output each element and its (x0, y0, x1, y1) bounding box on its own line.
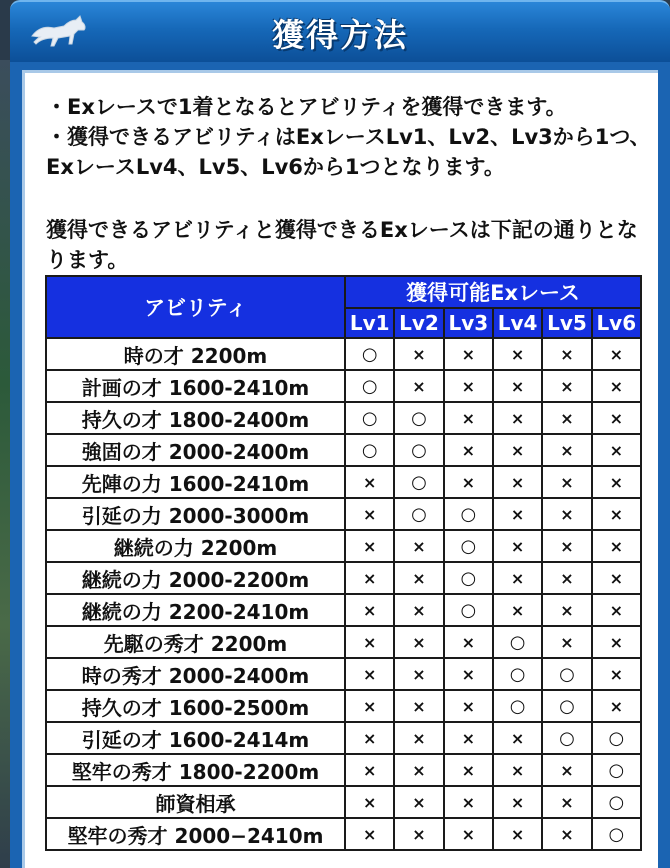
unavailable-mark: × (346, 787, 393, 817)
available-mark: ○ (543, 659, 590, 689)
unavailable-mark: × (494, 531, 541, 561)
available-mark: ○ (445, 499, 492, 529)
ability-name: 時の秀才 2000-2400m (47, 659, 344, 689)
unavailable-mark: × (494, 787, 541, 817)
available-mark: ○ (445, 595, 492, 625)
unavailable-mark: × (543, 819, 590, 849)
unavailable-mark: × (543, 499, 590, 529)
unavailable-mark: × (445, 467, 492, 497)
unavailable-mark: × (346, 595, 393, 625)
unavailable-mark: × (445, 723, 492, 753)
unavailable-mark: × (543, 531, 590, 561)
ability-name: 引延の才 1600-2414m (47, 723, 344, 753)
unavailable-mark: × (445, 403, 492, 433)
unavailable-mark: × (494, 723, 541, 753)
unavailable-mark: × (543, 403, 590, 433)
unavailable-mark: × (395, 563, 442, 593)
unavailable-mark: × (593, 435, 640, 465)
unavailable-mark: × (445, 819, 492, 849)
ability-name: 継続の力 2200-2410m (47, 595, 344, 625)
unavailable-mark: × (543, 787, 590, 817)
ability-name: 引延の力 2000-3000m (47, 499, 344, 529)
ability-name: 堅牢の秀才 2000−2410m (47, 819, 344, 849)
level-header: Lv1 (346, 309, 393, 337)
unavailable-mark: × (395, 627, 442, 657)
unavailable-mark: × (543, 755, 590, 785)
unavailable-mark: × (395, 787, 442, 817)
unavailable-mark: × (395, 371, 442, 401)
unavailable-mark: × (494, 755, 541, 785)
unavailable-mark: × (543, 627, 590, 657)
unavailable-mark: × (395, 659, 442, 689)
unavailable-mark: × (445, 435, 492, 465)
ability-name: 先陣の力 1600-2410m (47, 467, 344, 497)
table-row (47, 403, 640, 433)
available-mark: ○ (395, 499, 442, 529)
available-mark: ○ (543, 691, 590, 721)
unavailable-mark: × (445, 339, 492, 369)
unavailable-mark: × (395, 531, 442, 561)
unavailable-mark: × (494, 563, 541, 593)
unavailable-mark: × (346, 819, 393, 849)
unavailable-mark: × (346, 723, 393, 753)
unavailable-mark: × (395, 755, 442, 785)
table-row (47, 531, 640, 561)
ability-name: 継続の力 2200m (47, 531, 344, 561)
ability-name: 時の才 2200m (47, 339, 344, 369)
ability-name: 強固の才 2000-2400m (47, 435, 344, 465)
ability-name: 持久の才 1600-2500m (47, 691, 344, 721)
unavailable-mark: × (395, 595, 442, 625)
unavailable-mark: × (593, 339, 640, 369)
table-row (47, 467, 640, 497)
unavailable-mark: × (395, 339, 442, 369)
available-mark: ○ (445, 563, 492, 593)
table-row (47, 819, 640, 849)
available-mark: ○ (593, 755, 640, 785)
unavailable-mark: × (445, 691, 492, 721)
unavailable-mark: × (494, 499, 541, 529)
table-row (47, 371, 640, 401)
unavailable-mark: × (494, 467, 541, 497)
ability-name: 先駆の秀才 2200m (47, 627, 344, 657)
available-mark: ○ (395, 403, 442, 433)
unavailable-mark: × (445, 755, 492, 785)
unavailable-mark: × (494, 595, 541, 625)
unavailable-mark: × (593, 563, 640, 593)
description-line: ・獲得できるアビリティはExレースLv1、Lv2、Lv3から1つ、ExレースLv4、Lv5、Lv6から1つとなります。 (46, 125, 651, 179)
level-header: Lv4 (494, 309, 541, 337)
available-mark: ○ (593, 819, 640, 849)
unavailable-mark: × (593, 499, 640, 529)
unavailable-mark: × (395, 691, 442, 721)
level-header: Lv6 (593, 309, 640, 337)
description (46, 92, 656, 182)
unavailable-mark: × (445, 371, 492, 401)
table-row (47, 435, 640, 465)
unavailable-mark: × (593, 467, 640, 497)
unavailable-mark: × (593, 691, 640, 721)
table-row (47, 339, 640, 369)
dialog-header (10, 0, 670, 62)
ability-name: 持久の才 1800-2400m (47, 403, 344, 433)
unavailable-mark: × (346, 467, 393, 497)
unavailable-mark: × (543, 595, 590, 625)
column-header-ability: アビリティ (47, 277, 344, 337)
unavailable-mark: × (346, 563, 393, 593)
unavailable-mark: × (543, 435, 590, 465)
available-mark: ○ (346, 339, 393, 369)
unavailable-mark: × (543, 467, 590, 497)
unavailable-mark: × (346, 691, 393, 721)
available-mark: ○ (395, 435, 442, 465)
available-mark: ○ (593, 787, 640, 817)
ability-name: 継続の力 2000-2200m (47, 563, 344, 593)
table-row (47, 691, 640, 721)
unavailable-mark: × (593, 403, 640, 433)
table-row (47, 563, 640, 593)
available-mark: ○ (395, 467, 442, 497)
unavailable-mark: × (494, 339, 541, 369)
unavailable-mark: × (593, 595, 640, 625)
unavailable-mark: × (395, 819, 442, 849)
column-header-race: 獲得可能Exレース (346, 277, 640, 307)
available-mark: ○ (346, 403, 393, 433)
unavailable-mark: × (593, 627, 640, 657)
unavailable-mark: × (593, 371, 640, 401)
ability-name: 師資相承 (47, 787, 344, 817)
unavailable-mark: × (593, 531, 640, 561)
table-row (47, 723, 640, 753)
level-header: Lv5 (543, 309, 590, 337)
available-mark: ○ (346, 371, 393, 401)
intro-text: 獲得できるアビリティと獲得できるExレースは下記の通りとなります。 (46, 218, 638, 272)
unavailable-mark: × (346, 755, 393, 785)
unavailable-mark: × (346, 531, 393, 561)
unavailable-mark: × (445, 787, 492, 817)
unavailable-mark: × (494, 819, 541, 849)
unavailable-mark: × (346, 627, 393, 657)
unavailable-mark: × (543, 563, 590, 593)
unavailable-mark: × (494, 403, 541, 433)
table-row (47, 659, 640, 689)
table-row (47, 627, 640, 657)
ability-table (45, 275, 642, 851)
level-header: Lv3 (445, 309, 492, 337)
unavailable-mark: × (346, 659, 393, 689)
table-row (47, 755, 640, 785)
available-mark: ○ (494, 691, 541, 721)
unavailable-mark: × (593, 659, 640, 689)
unavailable-mark: × (494, 371, 541, 401)
table-row (47, 595, 640, 625)
available-mark: ○ (543, 723, 590, 753)
unavailable-mark: × (543, 339, 590, 369)
available-mark: ○ (445, 531, 492, 561)
description-line: ・Exレースで1着となるとアビリティを獲得できます。 (46, 95, 567, 119)
ability-name: 計画の才 1600-2410m (47, 371, 344, 401)
unavailable-mark: × (445, 659, 492, 689)
available-mark: ○ (494, 659, 541, 689)
dialog-title: 獲得方法 (271, 16, 408, 54)
unavailable-mark: × (494, 435, 541, 465)
available-mark: ○ (593, 723, 640, 753)
table-row (47, 499, 640, 529)
level-header: Lv2 (395, 309, 442, 337)
unavailable-mark: × (445, 627, 492, 657)
unavailable-mark: × (395, 723, 442, 753)
available-mark: ○ (494, 627, 541, 657)
unavailable-mark: × (543, 371, 590, 401)
unavailable-mark: × (346, 499, 393, 529)
table-row (47, 787, 640, 817)
ability-name: 堅牢の秀才 1800-2200m (47, 755, 344, 785)
available-mark: ○ (346, 435, 393, 465)
